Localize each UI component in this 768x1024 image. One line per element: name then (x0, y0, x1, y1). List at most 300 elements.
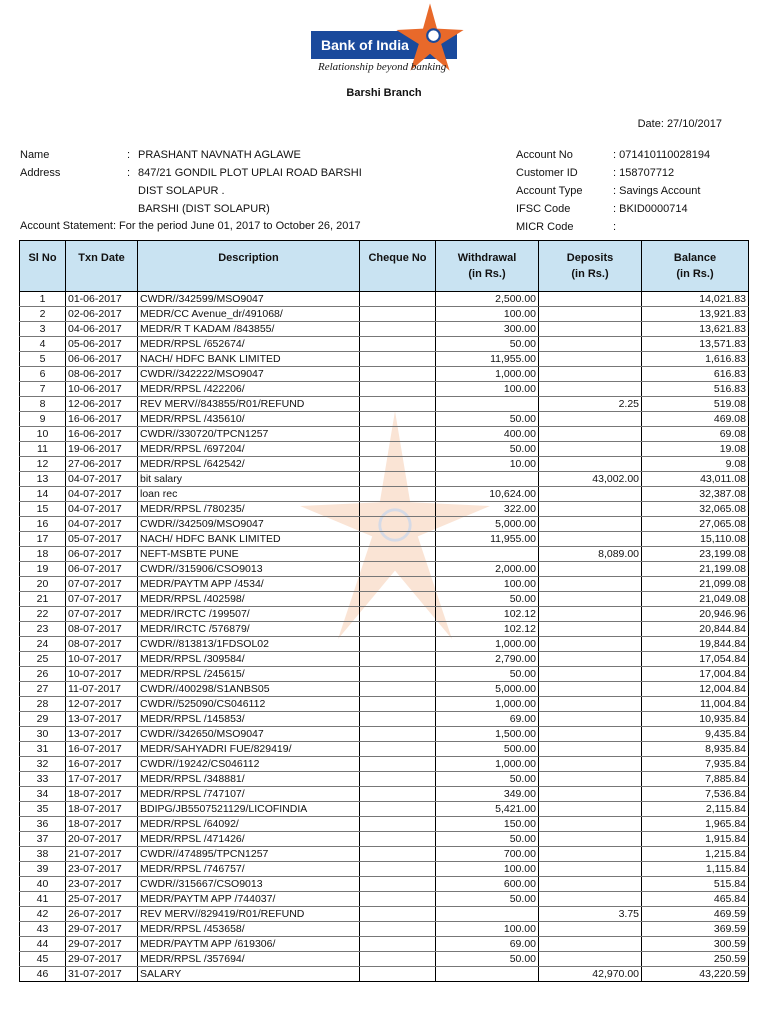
table-row (20, 517, 749, 532)
table-cell: 17-07-2017 (66, 772, 138, 787)
table-cell: 07-07-2017 (66, 577, 138, 592)
table-cell: MEDR/RPSL /309584/ (138, 652, 360, 667)
table-cell (539, 667, 642, 682)
table-cell: 4 (20, 337, 66, 352)
table-cell: 21,099.08 (642, 577, 749, 592)
table-row (20, 922, 749, 937)
account-field-value: : (613, 221, 617, 233)
table-cell: 2 (20, 307, 66, 322)
table-cell: 43,002.00 (539, 472, 642, 487)
table-cell: 25 (20, 652, 66, 667)
table-cell: 8,935.84 (642, 742, 749, 757)
table-row (20, 637, 749, 652)
table-cell: 50.00 (436, 832, 539, 847)
table-cell: 1 (20, 292, 66, 307)
table-cell: 01-06-2017 (66, 292, 138, 307)
table-cell: 08-07-2017 (66, 622, 138, 637)
account-field-row (516, 218, 710, 236)
table-cell: 2,000.00 (436, 562, 539, 577)
account-field-label: IFSC Code (516, 203, 571, 215)
table-cell (539, 382, 642, 397)
table-cell: 5 (20, 352, 66, 367)
table-cell: 17 (20, 532, 66, 547)
table-cell (436, 907, 539, 922)
table-cell (539, 637, 642, 652)
table-cell: 500.00 (436, 742, 539, 757)
table-cell (360, 397, 436, 412)
table-cell: 06-07-2017 (66, 547, 138, 562)
table-row (20, 352, 749, 367)
table-cell: 19 (20, 562, 66, 577)
table-cell: 1,616.83 (642, 352, 749, 367)
table-cell: 50.00 (436, 412, 539, 427)
table-row (20, 592, 749, 607)
table-cell (360, 547, 436, 562)
table-row (20, 442, 749, 457)
table-cell: 37 (20, 832, 66, 847)
table-cell: 18-07-2017 (66, 802, 138, 817)
table-cell: CWDR//315906/CSO9013 (138, 562, 360, 577)
table-row (20, 667, 749, 682)
table-row (20, 802, 749, 817)
table-cell (539, 307, 642, 322)
table-cell (360, 787, 436, 802)
table-row (20, 727, 749, 742)
table-cell: 04-07-2017 (66, 517, 138, 532)
table-cell: CWDR//342222/MSO9047 (138, 367, 360, 382)
table-cell: 19,844.84 (642, 637, 749, 652)
table-cell: MEDR/R T KADAM /843855/ (138, 322, 360, 337)
table-cell (360, 532, 436, 547)
table-cell: 06-06-2017 (66, 352, 138, 367)
table-row (20, 427, 749, 442)
table-cell: 50.00 (436, 337, 539, 352)
table-cell: 30 (20, 727, 66, 742)
table-cell: MEDR/RPSL /435610/ (138, 412, 360, 427)
table-cell: 469.08 (642, 412, 749, 427)
table-cell: CWDR//342509/MSO9047 (138, 517, 360, 532)
table-cell (360, 832, 436, 847)
table-row (20, 772, 749, 787)
table-cell (360, 367, 436, 382)
table-cell: 42,970.00 (539, 967, 642, 982)
table-cell: 35 (20, 802, 66, 817)
table-cell: 100.00 (436, 922, 539, 937)
table-cell: 1,500.00 (436, 727, 539, 742)
table-cell: 15 (20, 502, 66, 517)
table-cell (360, 682, 436, 697)
table-cell: 43 (20, 922, 66, 937)
table-cell: 369.59 (642, 922, 749, 937)
table-cell (539, 517, 642, 532)
table-cell: NEFT-MSBTE PUNE (138, 547, 360, 562)
table-cell (539, 922, 642, 937)
table-row (20, 607, 749, 622)
table-cell (360, 622, 436, 637)
table-cell: 12-06-2017 (66, 397, 138, 412)
customer-field-label (20, 200, 127, 218)
table-cell: 07-07-2017 (66, 592, 138, 607)
table-cell: 41 (20, 892, 66, 907)
table-cell (436, 967, 539, 982)
table-cell: 18 (20, 547, 66, 562)
table-cell: 300.00 (436, 322, 539, 337)
table-row (20, 622, 749, 637)
table-cell (436, 547, 539, 562)
table-row (20, 487, 749, 502)
table-row (20, 577, 749, 592)
table-cell (539, 562, 642, 577)
account-field-label: Account No (516, 149, 573, 161)
table-cell: 250.59 (642, 952, 749, 967)
table-cell (360, 637, 436, 652)
table-cell: 31 (20, 742, 66, 757)
table-cell: MEDR/CC Avenue_dr/491068/ (138, 307, 360, 322)
table-cell: 13-07-2017 (66, 712, 138, 727)
table-cell (539, 952, 642, 967)
table-cell: 23,199.08 (642, 547, 749, 562)
table-cell: 16-06-2017 (66, 412, 138, 427)
table-cell: 8 (20, 397, 66, 412)
table-cell: 515.84 (642, 877, 749, 892)
table-cell: 39 (20, 862, 66, 877)
table-cell: 102.12 (436, 607, 539, 622)
table-cell (360, 442, 436, 457)
table-cell: bit salary (138, 472, 360, 487)
table-cell: MEDR/SAHYADRI FUE/829419/ (138, 742, 360, 757)
table-row (20, 397, 749, 412)
account-field-row (516, 182, 710, 200)
table-cell (360, 577, 436, 592)
table-cell: 10-07-2017 (66, 667, 138, 682)
table-cell (539, 352, 642, 367)
account-field-value: : Savings Account (613, 185, 701, 197)
table-cell (360, 487, 436, 502)
table-cell: 38 (20, 847, 66, 862)
table-cell: 7 (20, 382, 66, 397)
table-cell: 1,215.84 (642, 847, 749, 862)
customer-field-row (20, 200, 362, 218)
column-header: Txn Date (66, 241, 138, 292)
table-cell: 14,021.83 (642, 292, 749, 307)
column-header: Deposits (in Rs.) (539, 241, 642, 292)
table-cell: 10 (20, 427, 66, 442)
table-row (20, 952, 749, 967)
table-cell (360, 802, 436, 817)
table-cell (539, 337, 642, 352)
table-row (20, 697, 749, 712)
table-cell: 24 (20, 637, 66, 652)
table-cell: 69.00 (436, 937, 539, 952)
table-cell: 2,790.00 (436, 652, 539, 667)
table-cell: 04-06-2017 (66, 322, 138, 337)
table-cell: 25-07-2017 (66, 892, 138, 907)
table-cell: 33 (20, 772, 66, 787)
table-row (20, 412, 749, 427)
table-cell: 69.00 (436, 712, 539, 727)
table-row (20, 547, 749, 562)
table-cell: 21-07-2017 (66, 847, 138, 862)
table-cell (360, 607, 436, 622)
table-cell: 32 (20, 757, 66, 772)
table-cell: MEDR/RPSL /697204/ (138, 442, 360, 457)
table-row (20, 532, 749, 547)
table-row (20, 502, 749, 517)
table-row (20, 832, 749, 847)
bank-name: Bank of India (321, 37, 409, 53)
table-cell: 322.00 (436, 502, 539, 517)
table-row (20, 382, 749, 397)
table-cell: MEDR/RPSL /145853/ (138, 712, 360, 727)
table-cell: 150.00 (436, 817, 539, 832)
table-cell: 20,844.84 (642, 622, 749, 637)
customer-field-value: DIST SOLAPUR . (138, 185, 225, 197)
customer-field-row (20, 164, 362, 182)
colon: : (127, 167, 131, 179)
table-cell: 20 (20, 577, 66, 592)
table-cell: 616.83 (642, 367, 749, 382)
table-cell (539, 577, 642, 592)
table-cell (360, 817, 436, 832)
table-cell: 16 (20, 517, 66, 532)
table-cell: MEDR/PAYTM APP /744037/ (138, 892, 360, 907)
table-row (20, 757, 749, 772)
table-cell: CWDR//330720/TPCN1257 (138, 427, 360, 442)
table-cell: MEDR/IRCTC /576879/ (138, 622, 360, 637)
table-cell (539, 607, 642, 622)
table-cell (539, 427, 642, 442)
table-cell (539, 757, 642, 772)
table-cell: 5,000.00 (436, 517, 539, 532)
table-cell: 40 (20, 877, 66, 892)
table-cell (539, 367, 642, 382)
table-cell: 15,110.08 (642, 532, 749, 547)
column-header: Balance (in Rs.) (642, 241, 749, 292)
table-cell: 29-07-2017 (66, 922, 138, 937)
table-cell: 04-07-2017 (66, 487, 138, 502)
table-cell: MEDR/RPSL /652674/ (138, 337, 360, 352)
branch-title: Barshi Branch (346, 87, 422, 99)
table-row (20, 967, 749, 982)
table-cell: 16-06-2017 (66, 427, 138, 442)
account-field-value: : BKID0000714 (613, 203, 688, 215)
table-cell: 349.00 (436, 787, 539, 802)
table-cell: CWDR//400298/S1ANBS05 (138, 682, 360, 697)
table-cell (539, 457, 642, 472)
table-cell: 18-07-2017 (66, 787, 138, 802)
table-cell: 1,000.00 (436, 697, 539, 712)
statement-period: Account Statement: For the period June 01, 2017 to October 26, 2017 (20, 220, 361, 232)
table-cell (539, 322, 642, 337)
table-cell: 465.84 (642, 892, 749, 907)
table-cell (360, 307, 436, 322)
table-cell: MEDR/RPSL /453658/ (138, 922, 360, 937)
table-cell (360, 502, 436, 517)
table-cell: 11,955.00 (436, 532, 539, 547)
customer-field-row (20, 146, 362, 164)
account-field-row (516, 164, 710, 182)
table-cell: 50.00 (436, 952, 539, 967)
table-cell: MEDR/RPSL /64092/ (138, 817, 360, 832)
column-header: Sl No (20, 241, 66, 292)
table-cell: 3.75 (539, 907, 642, 922)
table-cell: 1,000.00 (436, 367, 539, 382)
table-cell: MEDR/RPSL /348881/ (138, 772, 360, 787)
column-header: Description (138, 241, 360, 292)
statement-date: Date: 27/10/2017 (637, 118, 722, 130)
table-cell: 13,621.83 (642, 322, 749, 337)
table-cell: 21 (20, 592, 66, 607)
table-cell: MEDR/RPSL /422206/ (138, 382, 360, 397)
table-row (20, 937, 749, 952)
customer-field-value: 847/21 GONDIL PLOT UPLAI ROAD BARSHI (138, 167, 362, 179)
table-cell (360, 427, 436, 442)
table-cell: 100.00 (436, 577, 539, 592)
table-cell (539, 787, 642, 802)
table-cell: 07-07-2017 (66, 607, 138, 622)
table-cell: 700.00 (436, 847, 539, 862)
table-cell: 50.00 (436, 592, 539, 607)
table-cell (360, 907, 436, 922)
table-cell (360, 892, 436, 907)
table-cell: 8,089.00 (539, 547, 642, 562)
table-cell: CWDR//342650/MSO9047 (138, 727, 360, 742)
table-row (20, 652, 749, 667)
table-cell: 1,000.00 (436, 757, 539, 772)
table-cell: 11 (20, 442, 66, 457)
table-cell: 23-07-2017 (66, 862, 138, 877)
table-cell: 10,624.00 (436, 487, 539, 502)
customer-field-label: Name (20, 149, 50, 161)
table-cell (539, 727, 642, 742)
colon: : (127, 149, 131, 161)
table-cell: 1,000.00 (436, 637, 539, 652)
table-cell (539, 682, 642, 697)
table-cell: 100.00 (436, 862, 539, 877)
customer-details (20, 146, 362, 218)
table-cell: 10,935.84 (642, 712, 749, 727)
table-cell: 27 (20, 682, 66, 697)
table-cell: 05-07-2017 (66, 532, 138, 547)
table-cell: 3 (20, 322, 66, 337)
table-cell (436, 397, 539, 412)
table-cell (539, 817, 642, 832)
table-cell (360, 292, 436, 307)
table-cell: 6 (20, 367, 66, 382)
table-row (20, 682, 749, 697)
table-cell: BDIPG/JB5507521129/LICOFINDIA (138, 802, 360, 817)
table-row (20, 907, 749, 922)
table-cell: 13 (20, 472, 66, 487)
table-cell: 14 (20, 487, 66, 502)
table-cell: 10.00 (436, 457, 539, 472)
table-header-row (20, 241, 749, 292)
table-cell: 50.00 (436, 772, 539, 787)
table-cell: 10-06-2017 (66, 382, 138, 397)
table-cell: CWDR//525090/CS046112 (138, 697, 360, 712)
table-cell (360, 412, 436, 427)
table-cell: 50.00 (436, 667, 539, 682)
table-cell (539, 862, 642, 877)
table-cell (360, 772, 436, 787)
table-cell: 42 (20, 907, 66, 922)
table-cell: 12 (20, 457, 66, 472)
table-cell: 17,054.84 (642, 652, 749, 667)
table-cell: 9.08 (642, 457, 749, 472)
table-cell: MEDR/IRCTC /199507/ (138, 607, 360, 622)
colon (127, 182, 138, 200)
table-cell (360, 967, 436, 982)
table-cell: CWDR//474895/TPCN1257 (138, 847, 360, 862)
table-cell: MEDR/RPSL /746757/ (138, 862, 360, 877)
table-cell: 43,011.08 (642, 472, 749, 487)
table-row (20, 307, 749, 322)
table-row (20, 457, 749, 472)
table-cell (539, 892, 642, 907)
table-cell (539, 772, 642, 787)
table-cell: 34 (20, 787, 66, 802)
table-cell (539, 442, 642, 457)
table-cell: CWDR//19242/CS046112 (138, 757, 360, 772)
table-cell: 29-07-2017 (66, 937, 138, 952)
table-cell: 05-06-2017 (66, 337, 138, 352)
account-field-value: : 071410110028194 (613, 149, 711, 161)
table-cell (360, 562, 436, 577)
colon (127, 200, 138, 218)
bank-header (0, 0, 768, 80)
table-cell: 7,885.84 (642, 772, 749, 787)
table-cell: 9,435.84 (642, 727, 749, 742)
table-cell: 50.00 (436, 442, 539, 457)
table-cell (539, 937, 642, 952)
account-field-label: Account Type (516, 185, 583, 197)
table-cell: 7,935.84 (642, 757, 749, 772)
table-cell: 2,115.84 (642, 802, 749, 817)
table-cell (360, 457, 436, 472)
table-cell (539, 697, 642, 712)
table-cell (539, 832, 642, 847)
table-cell: 5,000.00 (436, 682, 539, 697)
table-row (20, 322, 749, 337)
account-field-row (516, 200, 710, 218)
table-cell: 7,536.84 (642, 787, 749, 802)
table-cell: 20,946.96 (642, 607, 749, 622)
table-row (20, 787, 749, 802)
table-cell: 04-07-2017 (66, 502, 138, 517)
table-cell (360, 472, 436, 487)
table-cell (539, 877, 642, 892)
table-cell (360, 592, 436, 607)
table-cell: 32,065.08 (642, 502, 749, 517)
table-cell: 516.83 (642, 382, 749, 397)
table-cell (360, 742, 436, 757)
account-field-value: : 158707712 (613, 167, 675, 179)
table-cell: REV MERV//829419/R01/REFUND (138, 907, 360, 922)
customer-field-label: Address (20, 167, 61, 179)
table-cell: MEDR/RPSL /642542/ (138, 457, 360, 472)
table-cell: CWDR//315667/CSO9013 (138, 877, 360, 892)
table-cell: 21,049.08 (642, 592, 749, 607)
table-cell: 469.59 (642, 907, 749, 922)
table-cell: 28 (20, 697, 66, 712)
table-cell: 13-07-2017 (66, 727, 138, 742)
table-cell: 10-07-2017 (66, 652, 138, 667)
table-cell: MEDR/RPSL /357694/ (138, 952, 360, 967)
table-cell: SALARY (138, 967, 360, 982)
table-cell: 45 (20, 952, 66, 967)
table-cell: 300.59 (642, 937, 749, 952)
table-cell (539, 622, 642, 637)
